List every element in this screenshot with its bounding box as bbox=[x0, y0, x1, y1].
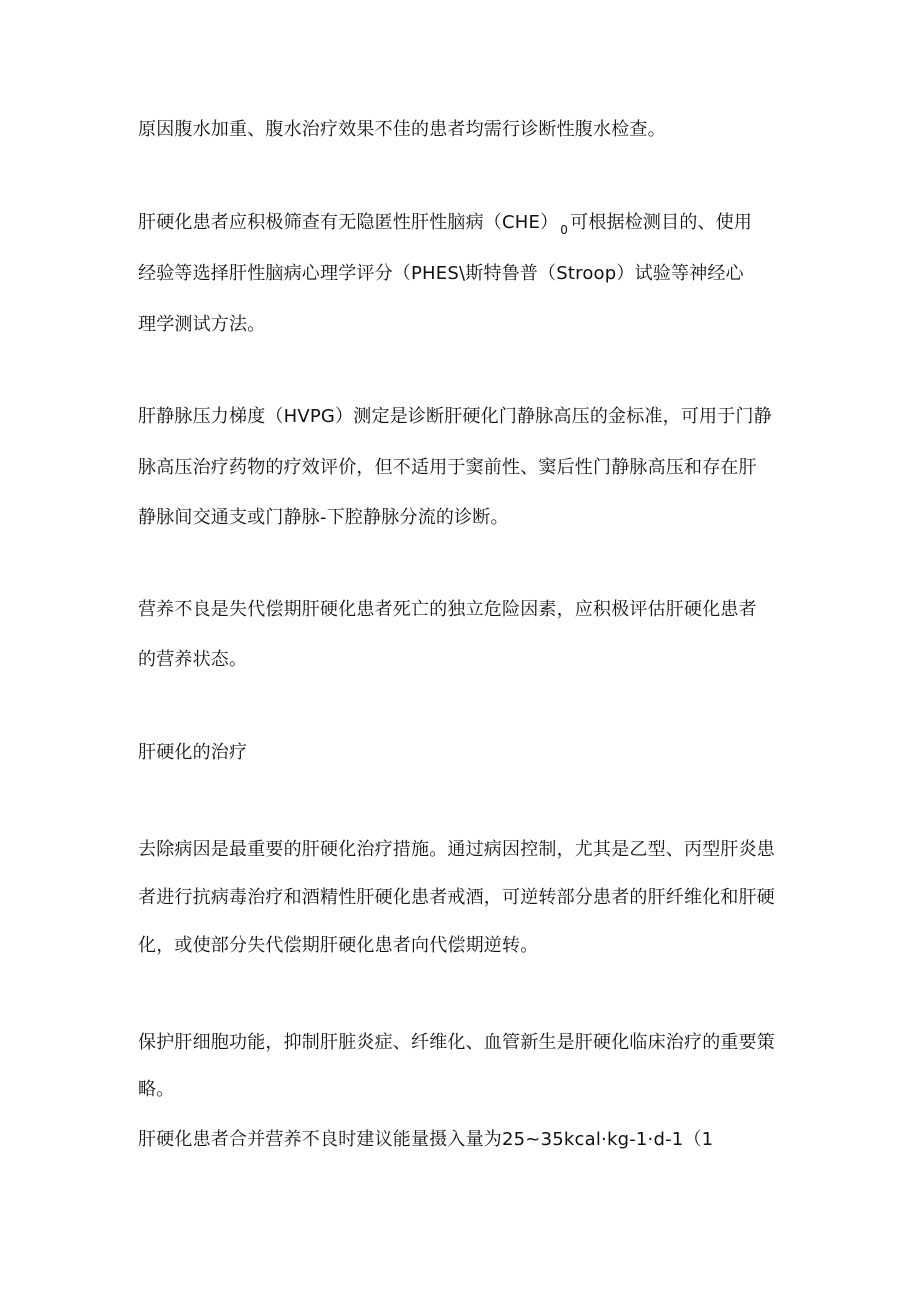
paragraph-6-line-1: 去除病因是最重要的肝硬化治疗措施。通过病因控制，尤其是乙型、丙型肝炎患 bbox=[138, 839, 775, 860]
paragraph-2-line-1-text-b: 可根据检测目的、使用 bbox=[570, 212, 753, 233]
section-heading: 肝硬化的治疗 bbox=[138, 742, 248, 763]
paragraph-4-line-2: 的营养状态。 bbox=[138, 649, 248, 670]
paragraph-2-subscript: 0 bbox=[560, 223, 569, 237]
paragraph-7-line-1: 保护肝细胞功能，抑制肝脏炎症、纤维化、血管新生是肝硬化临床治疗的重要策 bbox=[138, 1032, 775, 1053]
paragraph-3-line-1: 肝静脉压力梯度（HVPG）测定是诊断肝硬化门静脉高压的金标准，可用于门静 bbox=[138, 406, 772, 427]
paragraph-6-line-2: 者进行抗病毒治疗和酒精性肝硬化患者戒酒，可逆转部分患者的肝纤维化和肝硬 bbox=[138, 887, 775, 908]
paragraph-2-line-3: 理学测试方法。 bbox=[138, 314, 266, 335]
paragraph-6-line-3: 化，或使部分失代偿期肝硬化患者向代偿期逆转。 bbox=[138, 935, 539, 956]
paragraph-2-line-2: 经验等选择肝性脑病心理学评分（PHES\斯特鲁普（Stroop）试验等神经心 bbox=[138, 263, 744, 284]
paragraph-1-line-1: 原因腹水加重、腹水治疗效果不佳的患者均需行诊断性腹水检查。 bbox=[138, 119, 666, 140]
paragraph-4-line-1: 营养不良是失代偿期肝硬化患者死亡的独立危险因素，应积极评估肝硬化患者 bbox=[138, 599, 757, 620]
paragraph-8-line-1: 肝硬化患者合并营养不良时建议能量摄入量为25~35kcal·kg-1·d-1（1 bbox=[138, 1129, 714, 1150]
paragraph-3-line-2: 脉高压治疗药物的疗效评价，但不适用于窦前性、窦后性门静脉高压和存在肝 bbox=[138, 457, 757, 478]
paragraph-2-line-1-text-a: 肝硬化患者应积极筛查有无隐匿性肝性脑病（CHE） bbox=[138, 212, 559, 233]
paragraph-2-line-1 bbox=[138, 211, 798, 236]
paragraph-7-line-2: 略。 bbox=[138, 1079, 175, 1100]
paragraph-3-line-3: 静脉间交通支或门静脉-下腔静脉分流的诊断。 bbox=[138, 507, 509, 528]
